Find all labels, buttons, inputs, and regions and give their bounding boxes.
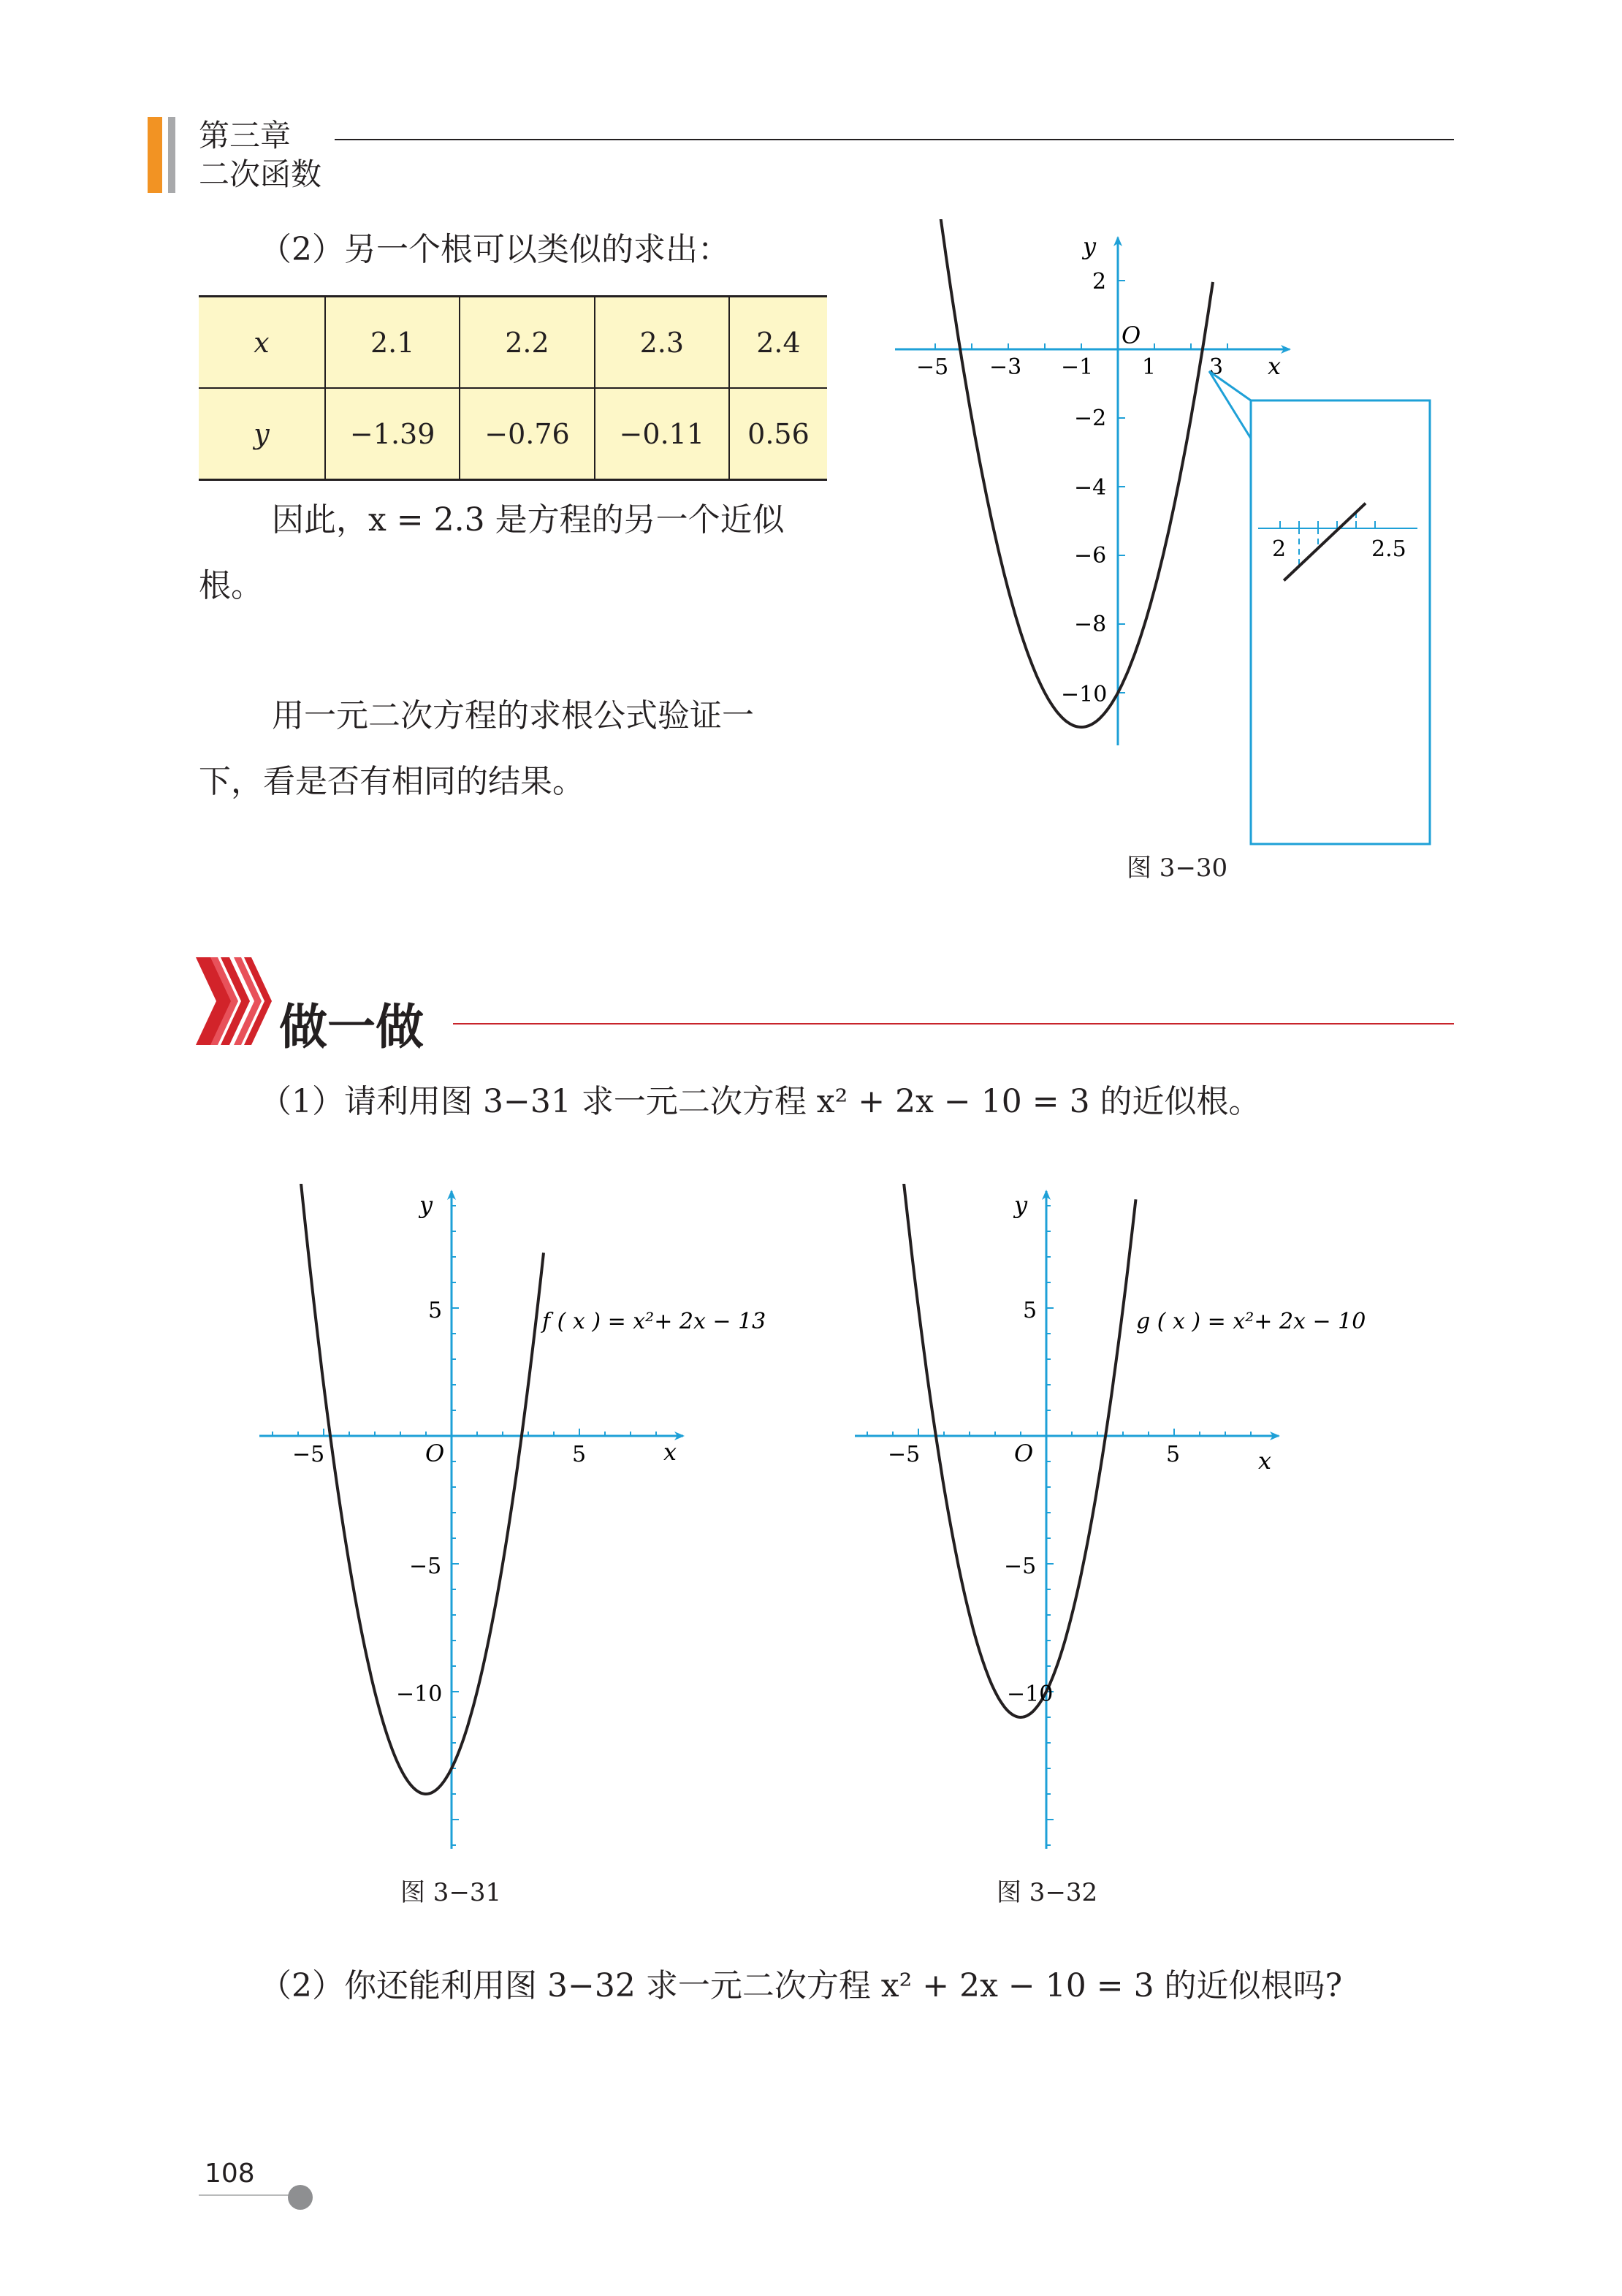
conclusion-line-1: 因此，x = 2.3 是方程的另一个近似 — [272, 501, 785, 539]
tick-label: 5 — [428, 1298, 443, 1323]
section-rule — [453, 1023, 1454, 1025]
chapter-label: 第三章 — [199, 118, 292, 153]
table-row-y — [199, 388, 827, 480]
x-axis-label: x — [663, 1438, 677, 1466]
tick-label: −10 — [1061, 682, 1108, 707]
page-number: 108 — [205, 2159, 255, 2189]
y-axis-label: y — [1014, 1191, 1028, 1219]
figure-3-30 — [877, 219, 1454, 892]
section-label: 二次函数 — [199, 156, 322, 192]
table-row-x — [199, 297, 827, 389]
figure-caption-3-30: 图 3−30 — [1127, 854, 1228, 883]
table-header-y: y — [199, 388, 325, 480]
header-accent-bar-gray — [168, 117, 175, 193]
tick-label: 2 — [1092, 269, 1107, 294]
origin-label: O — [425, 1440, 445, 1467]
table-header-x: x — [199, 297, 325, 389]
x-axis-label: x — [1268, 352, 1282, 380]
tick-label: −5 — [888, 1442, 921, 1467]
part2-intro: （2）另一个根可以类似的求出： — [259, 231, 730, 268]
ticks — [867, 1206, 1251, 1845]
table-cell: −1.39 — [325, 388, 460, 480]
page-number-rule — [199, 2194, 294, 2196]
figure-3-32 — [848, 1184, 1403, 1885]
x-axis-label: x — [1258, 1447, 1272, 1475]
tick-label: −5 — [409, 1554, 442, 1579]
table-cell: −0.76 — [460, 388, 594, 480]
tick-label: −10 — [396, 1681, 443, 1707]
chevrons-icon — [196, 957, 276, 1045]
tick-label: 5 — [572, 1442, 587, 1467]
y-axis-label: y — [1083, 232, 1097, 260]
tick-label: 5 — [1023, 1298, 1037, 1323]
tick-label: −5 — [292, 1442, 325, 1467]
inset-tick-label: 2.5 — [1371, 536, 1406, 562]
tick-label: −2 — [1074, 406, 1107, 431]
origin-label: O — [1122, 322, 1141, 349]
callout-pointer — [1209, 371, 1251, 400]
function-label: g ( x ) = x²+ 2x − 10 — [1136, 1309, 1366, 1334]
parabola-curve — [924, 219, 1213, 727]
y-axis-label: y — [419, 1191, 433, 1219]
tick-label: −10 — [1007, 1681, 1054, 1707]
table-cell: 2.1 — [325, 297, 460, 389]
table-cell: 2.4 — [729, 297, 827, 389]
tick-label: 1 — [1142, 354, 1157, 380]
tick-label: 3 — [1209, 354, 1224, 380]
section-title: 做一做 — [279, 999, 424, 1055]
verify-line-2: 下，看是否有相同的结果。 — [199, 763, 585, 800]
figure-3-31 — [256, 1184, 811, 1885]
zoom-inset-frame — [1251, 400, 1430, 844]
tick-label: −5 — [916, 354, 949, 380]
tick-label: −4 — [1074, 475, 1107, 501]
tick-label: −3 — [989, 354, 1022, 380]
function-label: f ( x ) = x²+ 2x − 13 — [542, 1309, 766, 1334]
tick-label: −1 — [1061, 354, 1094, 380]
figure-caption-3-32: 图 3−32 — [997, 1878, 1098, 1907]
table-cell: 2.2 — [460, 297, 594, 389]
header-rule — [335, 139, 1454, 140]
task-2: （2）你还能利用图 3−32 求一元二次方程 x² + 2x − 10 = 3 的近似根吗? — [259, 1967, 1343, 2004]
header-accent-bar — [148, 117, 162, 193]
callout-pointer — [1209, 371, 1251, 488]
tick-label: 5 — [1166, 1442, 1181, 1467]
origin-label: O — [1014, 1440, 1034, 1467]
figure-caption-3-31: 图 3−31 — [400, 1878, 502, 1907]
inset-tick-label: 2 — [1272, 536, 1287, 562]
value-table — [199, 295, 827, 481]
tick-label: −6 — [1074, 543, 1107, 569]
tick-label: −8 — [1074, 612, 1107, 637]
task-1: （1）请利用图 3−31 求一元二次方程 x² + 2x − 10 = 3 的近似根。 — [259, 1083, 1261, 1120]
verify-line-1: 用一元二次方程的求根公式验证一 — [272, 697, 754, 734]
table-cell: −0.11 — [595, 388, 729, 480]
tick-label: −5 — [1004, 1554, 1037, 1579]
table-cell: 0.56 — [729, 388, 827, 480]
page-number-dot — [288, 2185, 313, 2210]
conclusion-line-2: 根。 — [199, 567, 263, 604]
ticks — [273, 1206, 656, 1845]
table-cell: 2.3 — [595, 297, 729, 389]
